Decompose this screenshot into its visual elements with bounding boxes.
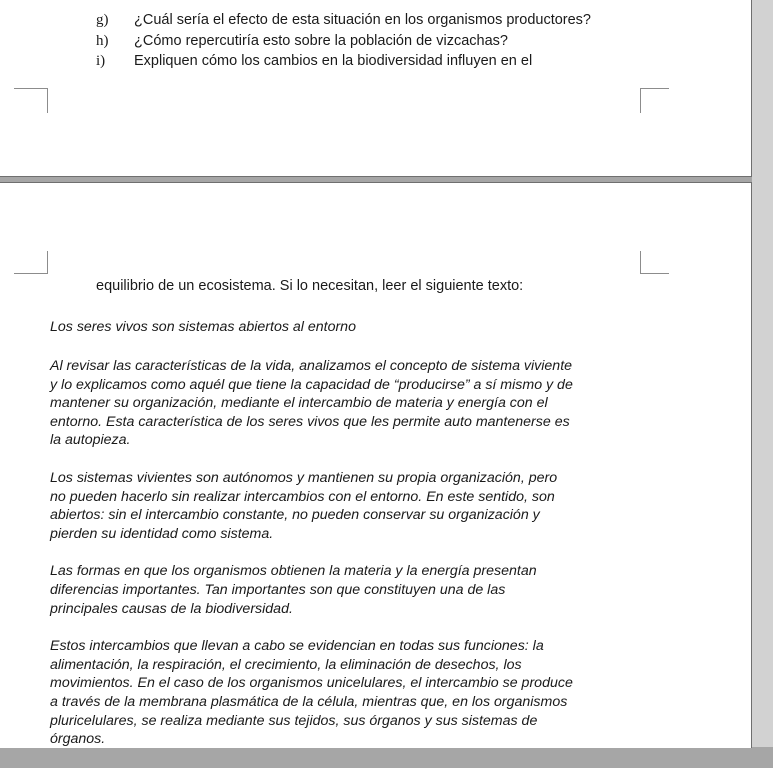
question-item <box>96 33 696 54</box>
question-text: ¿Cuál sería el efecto de esta situación en los organismos productores? <box>134 12 591 28</box>
paragraph-line: Las formas en que los organismos obtienen la materia y la energía presentan <box>50 563 537 580</box>
paragraph-line: no pueden hacerlo sin realizar intercambios con el entorno. En este sentido, son <box>50 488 555 505</box>
paragraph-line: pluricelulares, se realiza mediante sus tejidos, sus órganos y sus sistemas de <box>50 712 538 729</box>
question-text: ¿Cómo repercutiría esto sobre la población de vizcachas? <box>134 32 508 49</box>
crop-mark-icon <box>640 88 669 113</box>
question-item <box>96 12 696 33</box>
question-letter: i) <box>96 53 106 69</box>
article-paragraph <box>50 357 650 450</box>
article-paragraph <box>50 562 650 618</box>
paragraph-line: órganos. <box>50 731 106 748</box>
question-list <box>96 12 696 74</box>
question-letter: g) <box>96 12 109 28</box>
crop-mark-icon <box>14 251 48 274</box>
page-1 <box>0 0 752 177</box>
article-title: Los seres vivos son sistemas abiertos al entorno <box>50 319 356 335</box>
scrollbar-track[interactable] <box>752 0 773 747</box>
continuation-text: equilibrio de un ecosistema. Si lo necesitan, leer el siguiente texto: <box>96 278 524 294</box>
paragraph-line: principales causas de la biodiversidad. <box>50 600 293 617</box>
question-letter: h) <box>96 32 109 49</box>
question-item <box>96 53 696 74</box>
article <box>50 318 650 768</box>
paragraph-line: mantener su organización, mediante el intercambio de materia y energía con el <box>50 395 548 412</box>
paragraph-line: movimientos. En el caso de los organismos unicelulares, el intercambio se produce <box>50 675 573 692</box>
paragraph-line: y lo explicamos como aquél que tiene la capacidad de “producirse” a sí mismo y de <box>50 376 573 393</box>
paragraph-line: Los sistemas vivientes son autónomos y mantienen su propia organización, pero <box>50 469 558 486</box>
article-paragraph <box>50 469 650 543</box>
paragraph-line: abiertos: sin el intercambio constante, no pueden conservar su organización y <box>50 507 540 524</box>
paragraph-line: alimentación, la respiración, el crecimiento, la eliminación de desechos, los <box>50 656 522 673</box>
article-paragraph <box>50 637 650 749</box>
paragraph-line: Estos intercambios que llevan a cabo se evidencian en todas sus funciones: la <box>50 638 544 655</box>
paragraph-line: la autopieza. <box>50 432 131 449</box>
crop-mark-icon <box>640 251 669 274</box>
crop-mark-icon <box>14 88 48 113</box>
paragraph-line: pierden su identidad como sistema. <box>50 525 274 542</box>
paragraph-line: entorno. Esta característica de los seres vivos que les permite auto mantenerse es <box>50 413 570 430</box>
paragraph-line: a través de la membrana plasmática de la célula, mientras que, en los organismos <box>50 693 568 710</box>
page-2 <box>0 182 752 748</box>
paragraph-line: diferencias importantes. Tan importantes son que constituyen una de las <box>50 581 506 598</box>
paragraph-line: Al revisar las características de la vida, analizamos el concepto de sistema viviente <box>50 358 573 374</box>
question-text: Expliquen cómo los cambios en la biodiversidad influyen en el <box>134 53 533 69</box>
